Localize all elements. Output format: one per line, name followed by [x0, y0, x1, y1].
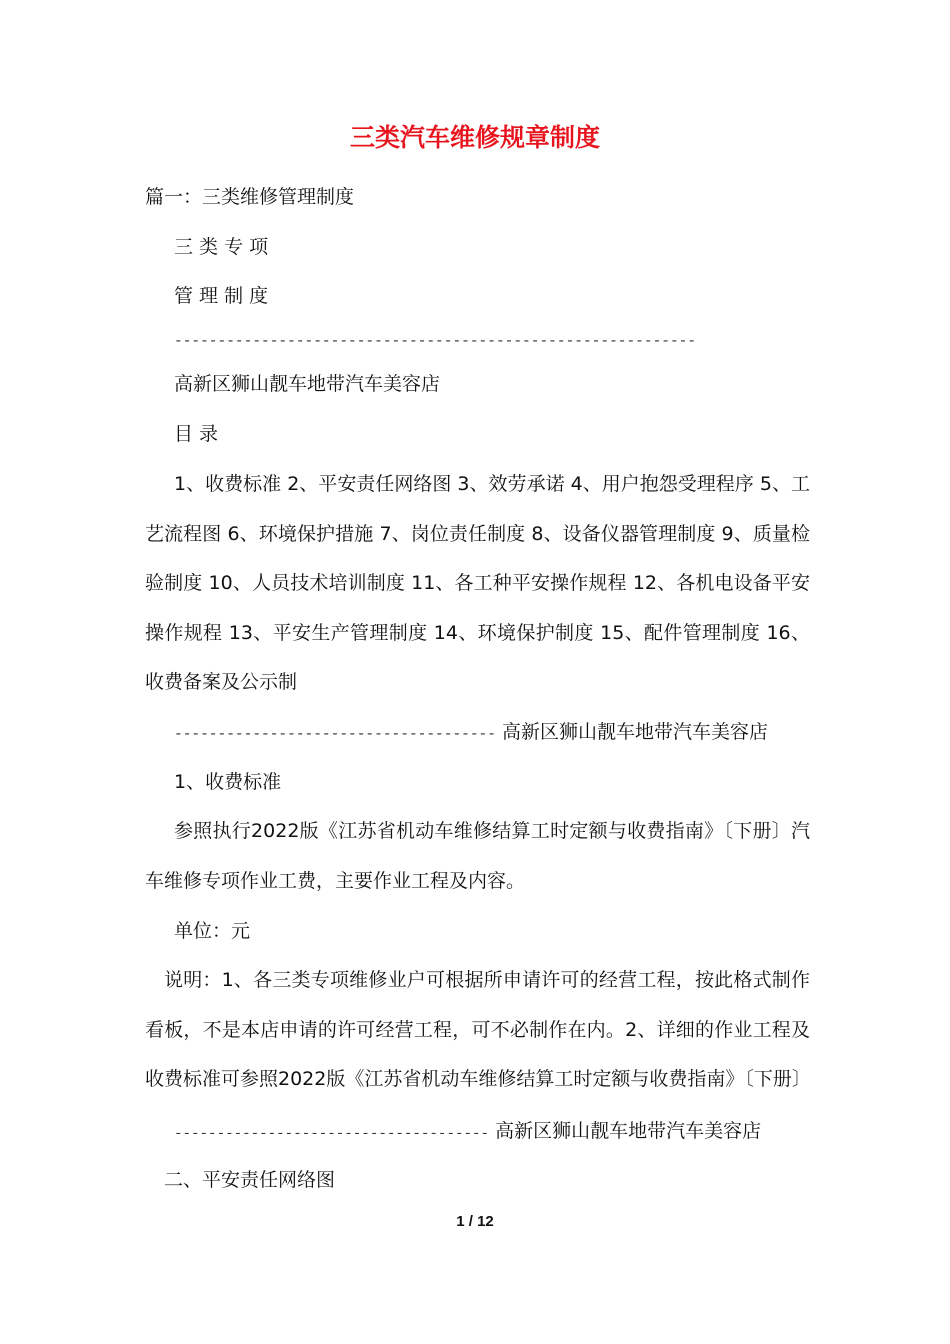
unit-label: 单位：元: [174, 920, 251, 942]
separator-store-line-1: [174, 718, 768, 749]
separator-dashes: -------------------------------------: [174, 1126, 490, 1142]
document-title: 三类汽车维修规章制度: [349, 123, 600, 152]
separator-store-name: 高新区狮山靓车地带汽车美容店: [495, 1120, 762, 1142]
section2-heading: 二、平安责任网络图: [164, 1169, 336, 1191]
cover-line-2: 管 理 制 度: [174, 285, 269, 307]
toc-body: 1、收费标准 2、平安责任网络图 3、效劳承诺 4、用户抱怨受理程序 5、工艺流程图 6、环境保护措施 7、岗位责任制度 8、设备仪器管理制度 9、质量检验制度 10、人员技术培训制度 11、各工种平安操作规程 12、各机电设备平安操作规程 13、平安生产管理制度 14、环境保护制度 15、配件管理制度 16、收费备案及公示制: [145, 473, 810, 693]
store-name: 高新区狮山靓车地带汽车美容店: [174, 373, 441, 395]
separator-dashes: -------------------------------------: [174, 727, 496, 743]
fee-body: 参照执行2022版《江苏省机动车维修结算工时定额与收费指南》〔下册〕汽车维修专项作业工费，主要作业工程及内容。: [145, 820, 810, 892]
fee-heading: 1、收费标准: [174, 771, 282, 793]
toc-heading: 目 录: [174, 423, 219, 445]
cover-line-1: 三 类 专 项: [174, 236, 269, 258]
section1-heading: 篇一：三类维修管理制度: [145, 186, 355, 208]
page-indicator: 1 / 12: [456, 1213, 494, 1230]
divider-dashes: ------------------------------------------------------------: [174, 334, 697, 350]
separator-store-line-2: [174, 1117, 761, 1148]
note-body: 说明：1、各三类专项维修业户可根据所申请许可的经营工程，按此格式制作看板，不是本店申请的许可经营工程，可不必制作在内。2、详细的作业工程及收费标准可参照2022版《江苏省机动车维修结算工时定额与收费指南》〔下册〕: [145, 969, 811, 1090]
separator-store-name: 高新区狮山靓车地带汽车美容店: [502, 721, 769, 743]
